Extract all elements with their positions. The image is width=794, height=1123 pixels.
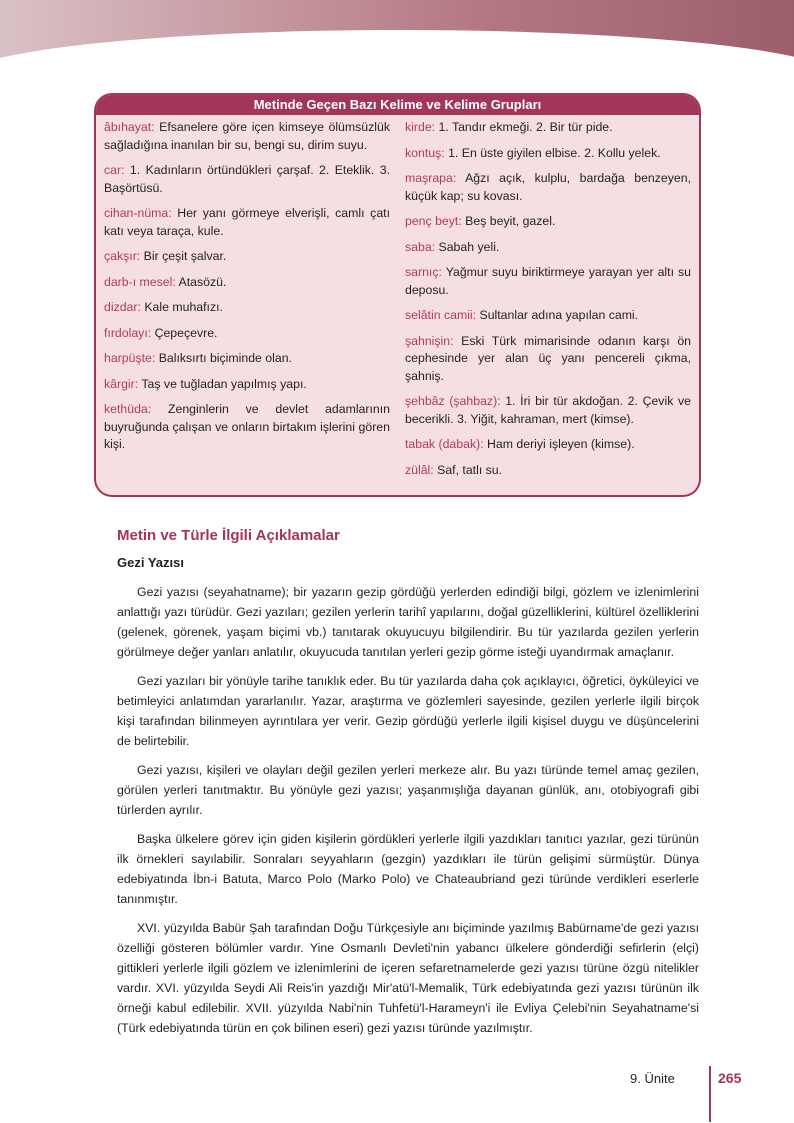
vocabulary-definition: Her yanı görmeye elverişli, camlı çatı katı veya taraça, kule. <box>104 206 390 238</box>
vocabulary-definition: Zenginlerin ve devlet adamlarının buyruğunda çalışan ve onların birtakım işlerini gören kişi. <box>104 402 390 451</box>
vocabulary-title: Metinde Geçen Bazı Kelime ve Kelime Grupları <box>96 95 699 115</box>
vocabulary-entry <box>104 376 390 394</box>
body-text <box>117 582 699 1047</box>
vocabulary-definition: Saf, tatlı su. <box>433 462 503 477</box>
vocabulary-definition: 1. Tandır ekmeği. 2. Bir tür pide. <box>435 120 613 134</box>
vocabulary-term: kârgir: <box>104 376 139 391</box>
vocabulary-entry <box>104 248 390 266</box>
vocabulary-term: cihan-nüma: <box>104 206 172 220</box>
vocabulary-term: kethüda: <box>104 402 152 416</box>
page-number: 265 <box>718 1070 742 1086</box>
vocabulary-definition: Eski Türk mimarisinde odanın karşı ön cephesinde yer alan üç yanı pencereli çıkma, şahniş. <box>405 333 691 383</box>
vocabulary-definition: Yağmur suyu biriktirmeye yarayan yer altı su deposu. <box>405 265 691 297</box>
vocabulary-entry <box>104 162 390 197</box>
vocabulary-entry <box>405 170 691 205</box>
vocabulary-entry <box>405 213 691 231</box>
vocabulary-definition: Balıksırtı biçiminde olan. <box>155 351 292 365</box>
vocabulary-entry <box>405 119 691 137</box>
unit-label: 9. Ünite <box>630 1071 675 1086</box>
vocabulary-entry <box>104 205 390 240</box>
vocabulary-term: selâtin camii: <box>405 308 477 322</box>
vocabulary-columns <box>96 115 699 487</box>
vocabulary-box <box>96 95 699 495</box>
vocabulary-right-column <box>405 119 691 487</box>
vocabulary-entry <box>405 239 691 257</box>
vocabulary-term: çakşır: <box>104 249 141 263</box>
vocabulary-definition: 1. İri bir tür akdoğan. 2. Çevik ve becerikli. 3. Yiğit, kahraman, mert (kimse). <box>405 394 691 426</box>
header-decoration <box>0 0 794 62</box>
vocabulary-entry <box>104 119 390 154</box>
vocabulary-entry <box>405 393 691 428</box>
vocabulary-entry <box>405 436 691 454</box>
vocabulary-definition: Sabah yeli. <box>435 239 500 254</box>
vocabulary-term: car: <box>104 163 125 177</box>
vocabulary-entry <box>104 350 390 368</box>
vocabulary-definition: 1. Kadınların örtündükleri çarşaf. 2. Eteklik. 3. Başörtüsü. <box>104 163 390 195</box>
header-curve <box>0 30 794 62</box>
vocabulary-term: kirde: <box>405 120 436 134</box>
vocabulary-entry <box>405 333 691 386</box>
vocabulary-definition: Sultanlar adına yapılan cami. <box>476 308 639 322</box>
vocabulary-term: saba: <box>405 239 436 254</box>
vocabulary-term: penç beyt: <box>405 214 462 228</box>
vocabulary-term: tabak (dabak): <box>405 437 484 451</box>
vocabulary-definition: Beş beyit, gazel. <box>461 214 556 228</box>
vocabulary-term: sarnıç: <box>405 265 442 279</box>
vocabulary-definition: Atasözü. <box>175 274 227 289</box>
vocabulary-definition: Ağzı açık, kulplu, bardağa benzeyen, küçük kap; su kovası. <box>405 171 691 203</box>
vocabulary-definition: 1. En üste giyilen elbise. 2. Kollu yelek. <box>444 145 661 160</box>
section-title: Metin ve Türle İlgili Açıklamalar <box>117 527 340 544</box>
vocabulary-term: harpüşte: <box>104 351 156 365</box>
vocabulary-entry <box>405 462 691 480</box>
vocabulary-entry <box>104 299 390 317</box>
vocabulary-entry <box>104 325 390 343</box>
vocabulary-entry <box>405 264 691 299</box>
vocabulary-term: şahnişin: <box>405 333 454 348</box>
vocabulary-left-column <box>104 119 390 487</box>
vocabulary-entry <box>104 274 390 292</box>
vocabulary-definition: Kale muhafızı. <box>140 300 223 314</box>
paragraph: XVI. yüzyılda Babür Şah tarafından Doğu Türkçesiyle anı biçiminde yazılmış Babürname'de gezi yazısı özelliği gösteren bölümler vardır. Yine Osmanlı Devleti'nin yabancı ülkelere gönderdiği sefirlerin (elçi) gittikleri yerlerle ilgili gözlem ve izlenimlerini de içeren sefaretnamelerde gezi yazısı türüne özgü nitelikler vardır. XVI. yüzyılda Seydi Ali Reis'in yazdığı Mir'atü'l-Memalik, Türk edebiyatında gezi yazısı türünün ilk örneği kabul edilebilir. XVII. yüzyılda Nabi'nin Tuhfetü'l-Harameyn'i ile Evliya Çelebi'nin Seyahatname'si (Türk edebiyatında türün en çok bilinen eseri) gezi yazısı türünde yazılmıştır. <box>117 921 699 1035</box>
vocabulary-term: maşrapa: <box>405 171 457 185</box>
vocabulary-term: zülâl: <box>405 462 434 477</box>
vocabulary-definition: Ham deriyi işleyen (kimse). <box>483 437 635 451</box>
vocabulary-definition: Efsanelere göre içen kimseye ölümsüzlük sağladığına inanılan bir su, bengi su, dirim suyu. <box>104 120 390 152</box>
vocabulary-definition: Çepeçevre. <box>151 325 218 340</box>
vocabulary-term: kontuş: <box>405 145 445 160</box>
vocabulary-definition: Taş ve tuğladan yapılmış yapı. <box>138 376 307 391</box>
footer-divider <box>709 1066 711 1122</box>
vocabulary-definition: Bir çeşit şalvar. <box>140 249 227 263</box>
vocabulary-term: dizdar: <box>104 300 141 314</box>
vocabulary-term: darb-ı mesel: <box>104 274 176 289</box>
paragraph: Gezi yazısı, kişileri ve olayları değil gezilen yerleri merkeze alır. Bu yazı türünde temel amaç gezilen, görülen yerleri tanıtmaktır. Bu yönüyle gezi yazısı; yaşanmışlığa dayanan günlük, anı, otobiyografi gibi türlerden ayrılır. <box>117 763 699 817</box>
vocabulary-entry <box>405 307 691 325</box>
paragraph: Gezi yazıları bir yönüyle tarihe tanıklık eder. Bu tür yazılarda daha çok açıklayıcı, öğretici, öyküleyici ve betimleyici anlatımdan yararlanılır. Yazar, araştırma ve gözlemleri sayesinde, gezilen yerlerle ilgili birçok kişi tarafından bilinmeyen ayrıntılara yer verir. Gezip gördüğü yerlerle ilgili kişisel duygu ve düşüncelerini de belirtebilir. <box>117 674 699 748</box>
section-subtitle: Gezi Yazısı <box>117 555 184 570</box>
vocabulary-term: âbıhayat: <box>104 120 155 134</box>
vocabulary-entry <box>405 145 691 163</box>
vocabulary-term: şehbâz (şahbaz): <box>405 394 501 408</box>
vocabulary-term: fırdolayı: <box>104 325 152 340</box>
vocabulary-entry <box>104 401 390 454</box>
paragraph: Gezi yazısı (seyahatname); bir yazarın gezip gördüğü yerlerden edindiği bilgi, gözlem ve izlenimlerini anlattığı yazı türüdür. Gezi yazıları; gezilen yerlerin tarihî yapılarını, doğal güzelliklerini, kültürel özelliklerini (gelenek, görenek, yaşam biçimi vb.) tanıtarak okuyucuyu bilgilendirir. Bu tür yazılarda gezilen yerlerin görülmeye değer yanları anlatılır, okuyucuda tanıtılan yerleri gezip görme isteği uyandırmak amaçlanır. <box>117 585 699 659</box>
paragraph: Başka ülkelere görev için giden kişilerin gördükleri yerlerle ilgili yazdıkları tanıtıcı yazılar, gezi türünün ilk örnekleri sayılabilir. Sonraları seyyahların (gezgin) yazdıkları ile türün gelişimi sürmüştür. Dünya edebiyatında İbn-i Batuta, Marco Polo (Marko Polo) ve Chateaubriand gezi türünde verdikleri eserlerle tanınmıştır. <box>117 832 699 906</box>
